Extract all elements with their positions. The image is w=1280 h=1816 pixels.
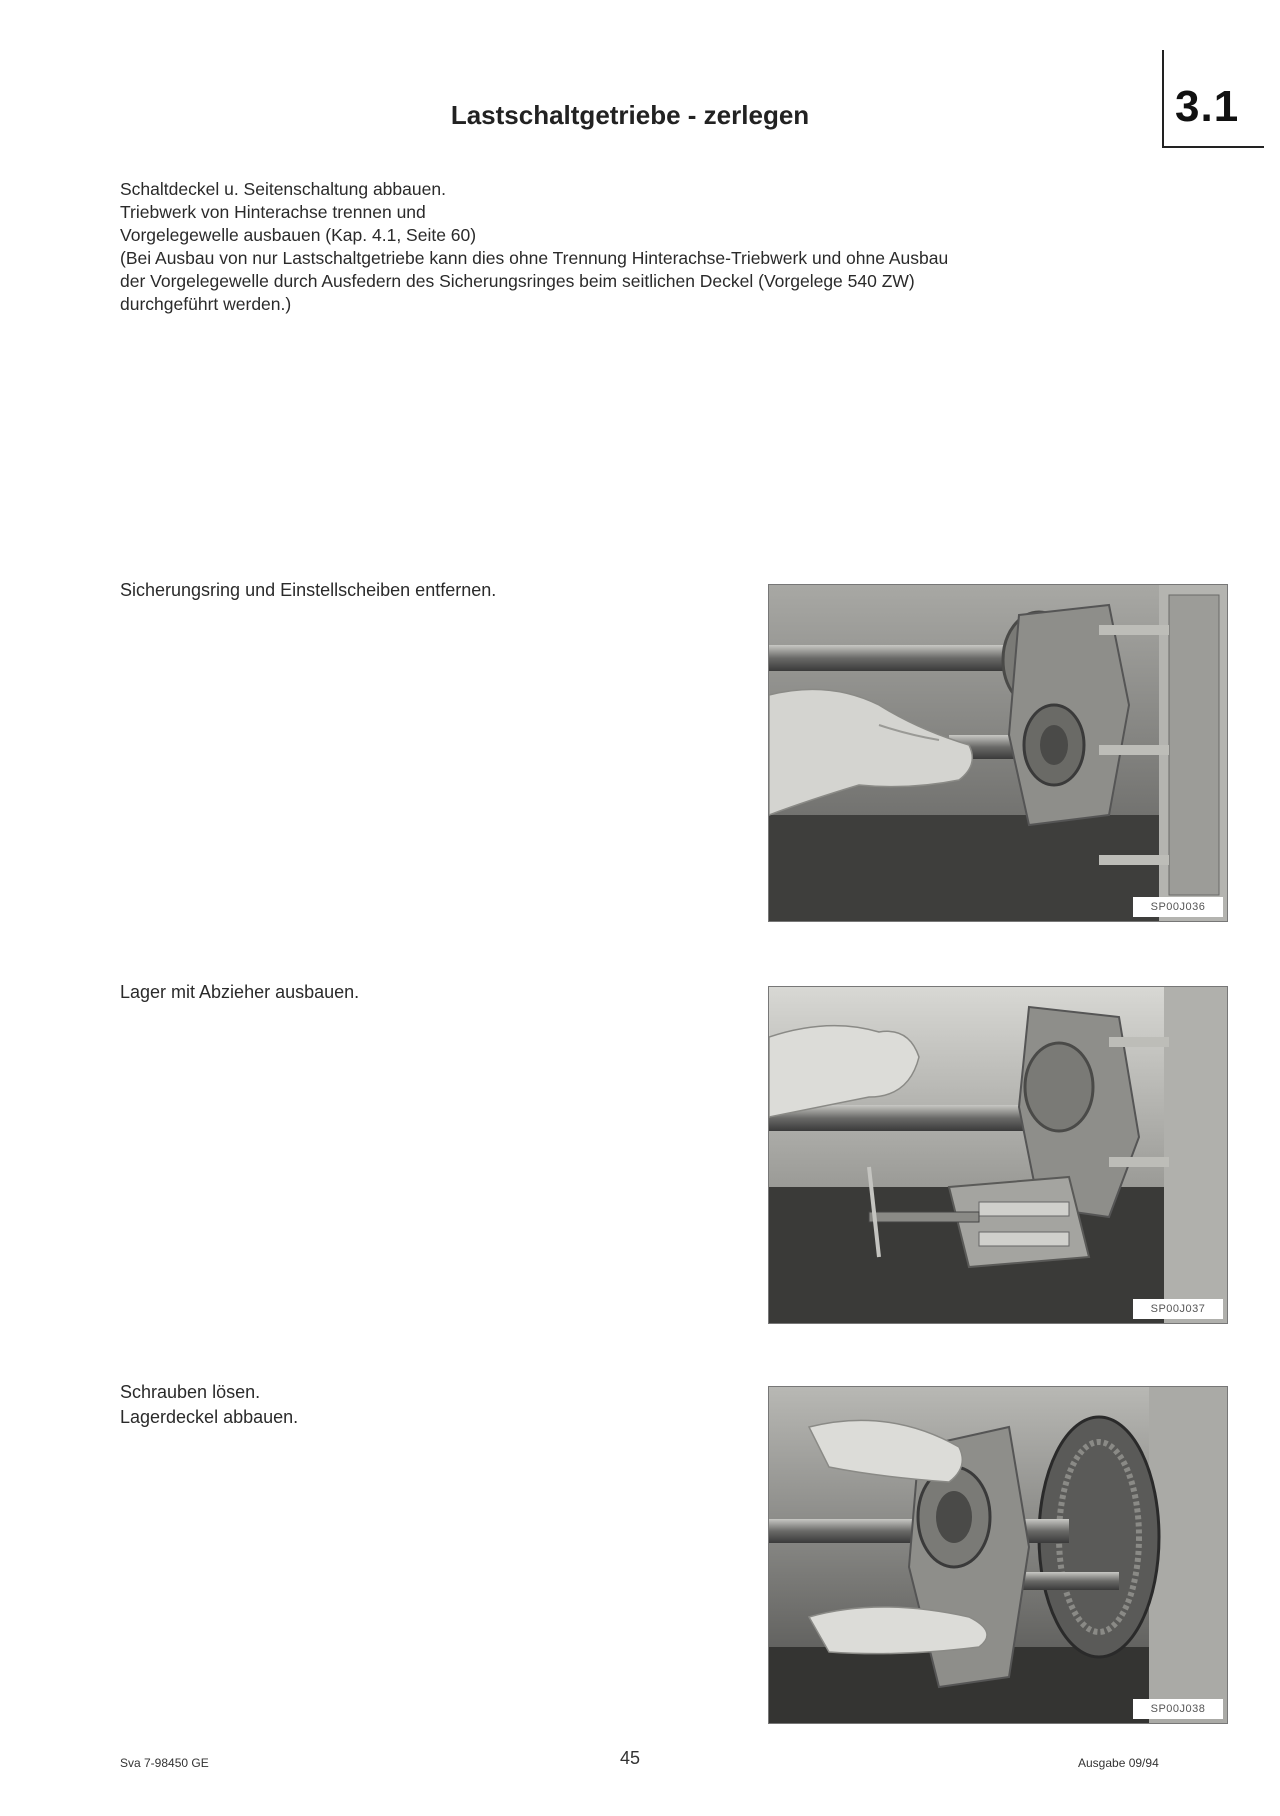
chapter-number: 3.1 [1175,82,1240,131]
step-3-photo-code: SP00J038 [1133,1699,1223,1719]
footer-page-number: 45 [619,1748,641,1768]
step-1-line: Sicherungsring und Einstellscheiben entfernen. [120,580,497,600]
step-2-line: Lager mit Abzieher ausbauen. [120,982,360,1002]
step-1-text [120,578,680,603]
step-2-photo-code: SP00J037 [1133,1299,1223,1319]
step-1-photo [768,584,1228,922]
page-title: Lastschaltgetriebe - zerlegen [450,100,810,130]
photo-hand-circlip-illustration [769,585,1227,921]
intro-line: der Vorgelegewelle durch Ausfedern des Sicherungsringes beim seitlichen Deckel (Vorgelege 540 ZW) [120,271,915,291]
step-1-photo-code: SP00J036 [1133,897,1223,917]
step-3-photo [768,1386,1228,1724]
footer-edition: Ausgabe 09/94 [1078,1756,1159,1770]
step-2-photo [768,986,1228,1324]
photo-bearing-puller-illustration [769,987,1227,1323]
photo-bearing-cover-illustration [769,1387,1227,1723]
intro-line: Schaltdeckel u. Seitenschaltung abbauen. [120,179,446,199]
intro-line: durchgeführt werden.) [120,294,292,314]
step-3-text [120,1380,680,1430]
intro-line: Vorgelegewelle ausbauen (Kap. 4.1, Seite 60) [120,225,477,245]
footer-doc-number: Sva 7-98450 GE [120,1756,209,1770]
intro-line: Triebwerk von Hinterachse trennen und [120,202,426,222]
intro-paragraph [120,178,1180,316]
step-3-line: Lagerdeckel abbauen. [120,1407,299,1427]
step-3-line: Schrauben lösen. [120,1382,261,1402]
intro-line: (Bei Ausbau von nur Lastschaltgetriebe kann dies ohne Trennung Hinterachse-Triebwerk und ohne Ausbau [120,248,949,268]
step-2-text [120,980,680,1005]
